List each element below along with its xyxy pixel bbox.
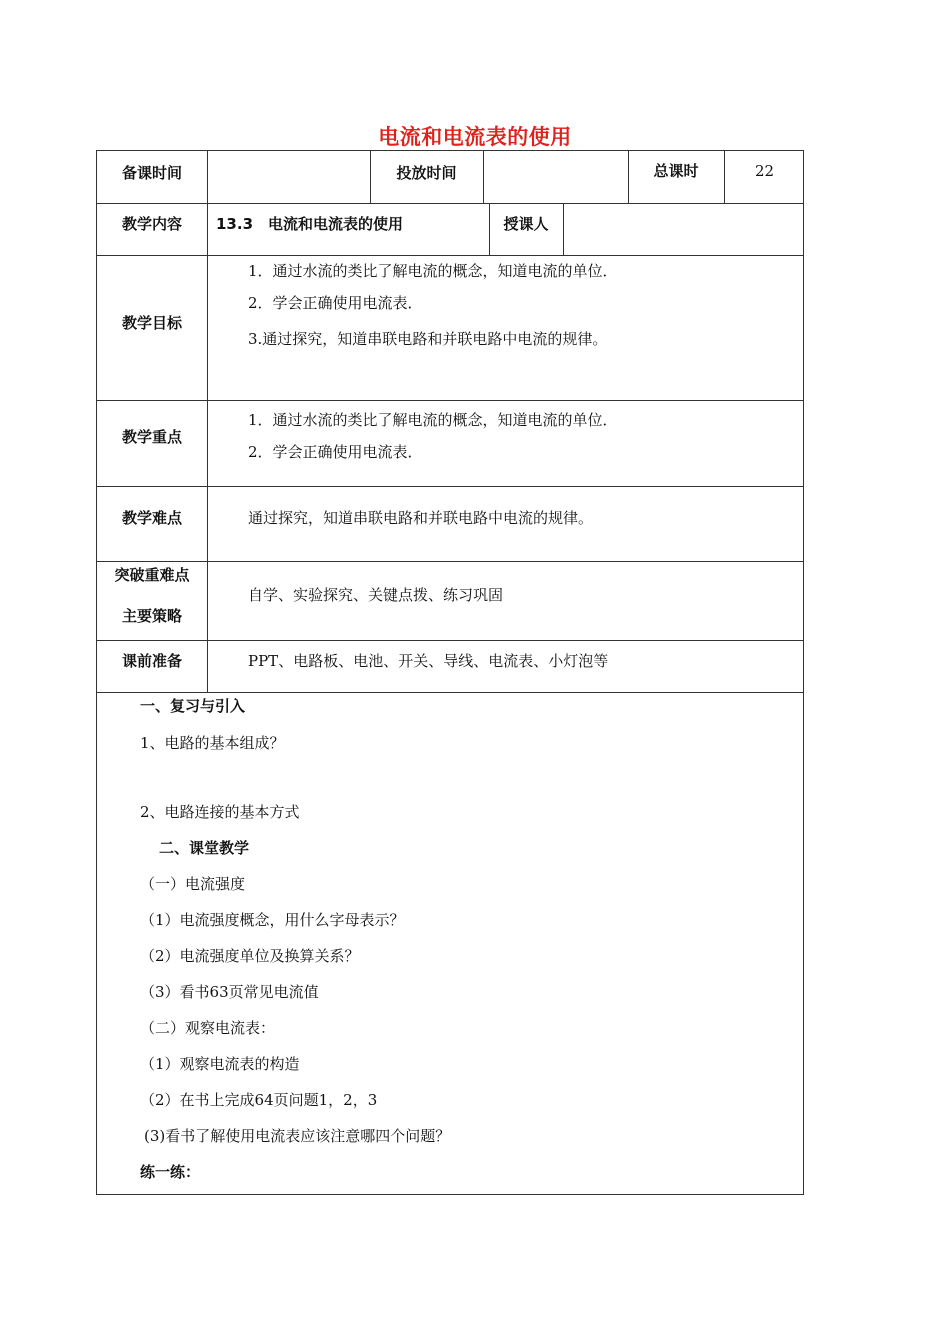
column-divider: [483, 151, 484, 203]
difficulty-label: 教学难点: [121, 509, 182, 527]
goal-item: 3.通过探究，知道串联电路和并联电路中电流的规律。: [248, 330, 608, 348]
row-divider: [97, 203, 803, 204]
goal-item: 2．学会正确使用电流表．: [248, 294, 423, 312]
strategy-label-line2: 主要策略: [121, 607, 182, 625]
subsection-current: （一）电流强度: [140, 875, 246, 893]
list-item: (3)看书了解使用电流表应该注意哪四个问题？: [144, 1127, 451, 1145]
section-classroom: 二、课堂教学: [159, 839, 250, 857]
subsection-ammeter: （二）观察电流表：: [140, 1019, 276, 1037]
row-divider: [97, 640, 803, 641]
column-divider: [563, 203, 564, 255]
strategy-value: 自学、实验探究、关键点拨、练习巩固: [248, 586, 504, 604]
total-hours-value: 22: [754, 162, 775, 180]
list-item: （2）电流强度单位及换算关系？: [140, 947, 360, 965]
prep-label: 课前准备: [121, 652, 182, 670]
row-divider: [97, 255, 803, 256]
prep-value: PPT、电路板、电池、开关、导线、电流表、小灯泡等: [248, 652, 609, 670]
review-question: 2、电路连接的基本方式: [140, 803, 300, 821]
list-item: （1）观察电流表的构造: [140, 1055, 300, 1073]
total-hours-label: 总课时: [653, 162, 699, 180]
goal-item: 1．通过水流的类比了解电流的概念，知道电流的单位．: [248, 262, 618, 280]
section-review: 一、复习与引入: [140, 697, 246, 715]
list-item: （3）看书63页常见电流值: [140, 983, 319, 1001]
content-label: 教学内容: [121, 215, 182, 233]
content-value: 13.3 电流和电流表的使用: [216, 215, 404, 233]
page-title: 电流和电流表的使用: [378, 125, 572, 149]
key-points-label: 教学重点: [121, 428, 182, 446]
lesson-plan-table: [96, 150, 804, 1195]
list-item: （2）在书上完成64页问题1，2，3: [140, 1091, 378, 1109]
prep-time-label: 备课时间: [121, 164, 182, 182]
row-divider: [97, 486, 803, 487]
practice-heading: 练一练：: [140, 1163, 201, 1181]
strategy-label-line1: 突破重难点: [114, 566, 190, 584]
row-divider: [97, 692, 803, 693]
goals-label: 教学目标: [121, 314, 182, 332]
row-divider: [97, 561, 803, 562]
teacher-label: 授课人: [503, 215, 549, 233]
review-question: 1、电路的基本组成？: [140, 734, 285, 752]
key-point-item: 2．学会正确使用电流表．: [248, 443, 423, 461]
release-time-label: 投放时间: [396, 164, 457, 182]
column-divider: [207, 151, 208, 692]
key-point-item: 1．通过水流的类比了解电流的概念，知道电流的单位．: [248, 411, 618, 429]
difficulty-value: 通过探究，知道串联电路和并联电路中电流的规律。: [248, 509, 594, 527]
list-item: （1）电流强度概念，用什么字母表示？: [140, 911, 405, 929]
row-divider: [97, 400, 803, 401]
